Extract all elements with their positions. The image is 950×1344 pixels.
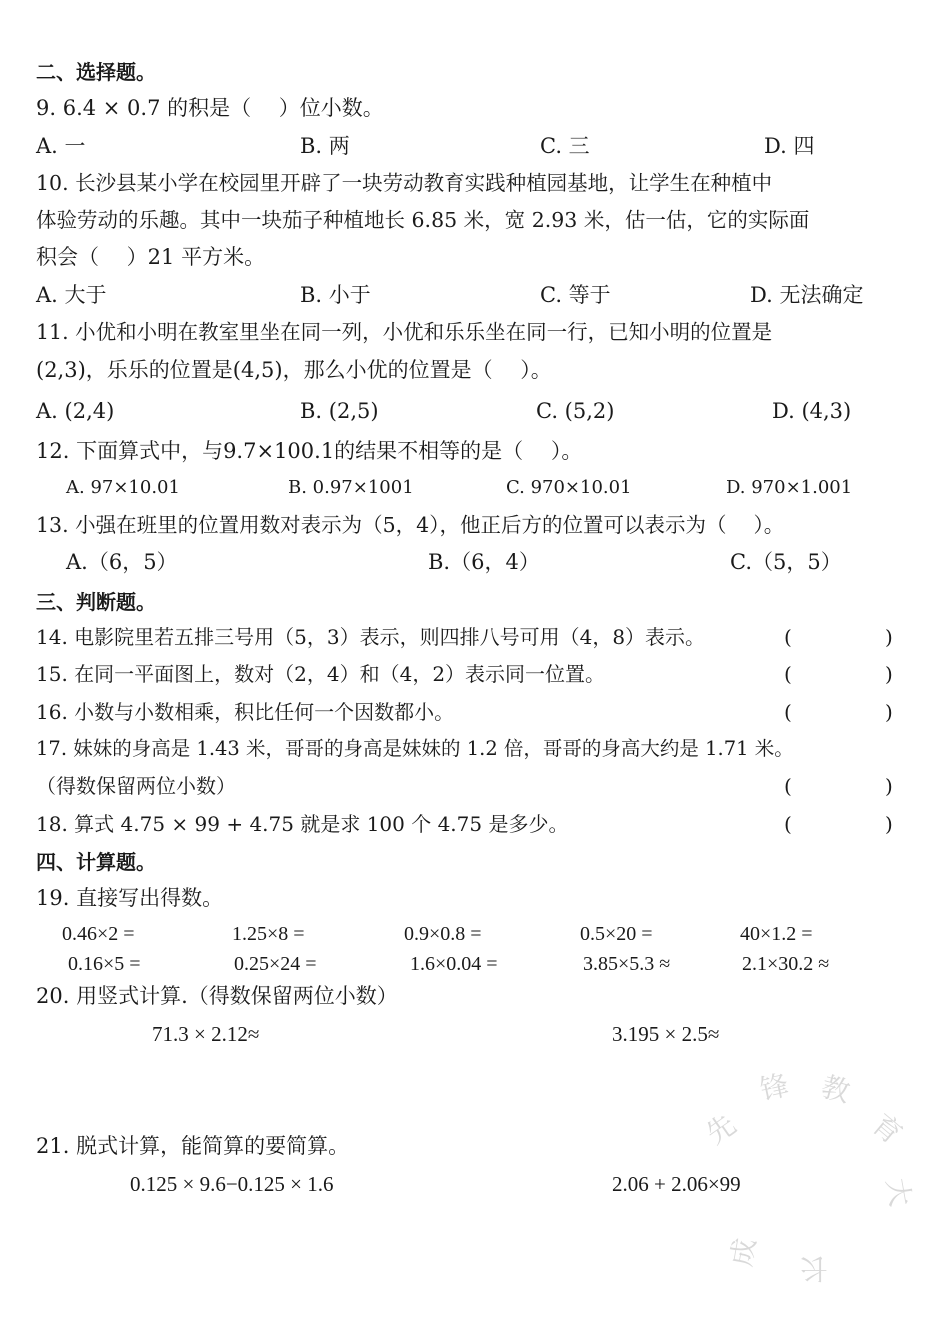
q21-expression-2: 2.06 + 2.06×99: [612, 1172, 741, 1196]
q19-item-9: 3.85×5.3 ≈: [583, 953, 671, 975]
q10-option-b: B. 小于: [300, 283, 371, 307]
question-18: 18. 算式 4.75 × 99 + 4.75 就是求 100 个 4.75 是多少。: [36, 812, 569, 836]
q11-option-d: D. (4,3): [772, 399, 852, 423]
question-11-line-2: (2,3)，乐乐的位置是(4,5)，那么小优的位置是（ ）。: [36, 358, 552, 382]
q12-option-c: C. 970×10.01: [506, 477, 632, 498]
question-10-line-2: 体验劳动的乐趣。其中一块茄子种植地长 6.85 米，宽 2.93 米，估一估，它的实际面: [36, 208, 810, 232]
q13-option-b: B.（6，4）: [428, 550, 540, 574]
q11-option-c: C. (5,2): [536, 399, 615, 423]
q19-item-1: 0.46×2 =: [62, 923, 135, 945]
q13-option-a: A.（6，5）: [66, 550, 178, 574]
q10-option-d: D. 无法确定: [750, 283, 864, 307]
worksheet-page: 二、选择题。 9. 6.4 × 0.7 的积是（ ）位小数。 A. 一 B. 两 C. 三 D. 四 10. 长沙县某小学在校园里开辟了一块劳动教育实践种植园基地，让学生在种植中 体验劳动的乐趣。其中一块茄子种植地长 6.85 米，宽 2.93 米，估一估，它的实际面 积会（ ）21 平方米。 A. 大于 B. 小于 C. 等于 D. 无法确定 11. 小优和小明在教室里坐在同一列，小优和乐乐坐在同一行，已知小明的位置是 (2,3)，乐乐的位置是(4,5)，那么小优的位置是（ ）。 A. (2,4) B. (2,5) C. (5,2) D. (4,3) 12. 下面算式中，与9.7×100.1的结果不相等的是（ ）。 A. 97×10.01 B. 0.97×1001 C. 970×10.01 D. 970×1.001 13. 小强在班里的位置用数对表示为（5，4），他正后方的位置可以表示为（ ）。 A.（6，5） B.（6，4） C.（5，5） 三、判断题。 14. 电影院里若五排三号用（5，3）表示，则四排八号可用（4，8）表示。 ( ) 15. 在同一平面图上，数对（2，4）和（4，2）表示同一位置。 ( ) 16. 小数与小数相乘，积比任何一个因数都小。 ( ) 17. 妹妹的身高是 1.43 米，哥哥的身高是妹妹的 1.2 倍，哥哥的身高大约是 1.71 米。 （得数保留两位小数） ( ) 18. 算式 4.75 × 99 + 4.75 就是求 100 个 4.75 是多少。 ( ) 四、计算题。 19. 直接写出得数。 0.46×2 = 1.25×8 = 0.9×0.8 = 0.5×20 = 40×1.2 = 0.16×5 = 0.25×24 = 1.6×0.04 = 3.85×5.3 ≈ 2.1×30.2 ≈ 20. 用竖式计算.（得数保留两位小数） 71.3 × 2.12≈ 3.195 × 2.5≈ 21. 脱式计算，能简算的要简算。 0.125 × 9.6−0.125 × 1.6 2.06 + 2.06×99 先 锋 教 育 大 成 长: [36, 60, 918, 1285]
q18-answer-close: ): [885, 812, 893, 836]
q19-item-7: 0.25×24 =: [234, 953, 317, 975]
q19-item-5: 40×1.2 =: [740, 923, 813, 945]
q20-expression-1: 71.3 × 2.12≈: [152, 1022, 260, 1046]
question-16: 16. 小数与小数相乘，积比任何一个因数都小。: [36, 700, 455, 724]
question-21-stem: 21. 脱式计算，能简算的要简算。: [36, 1134, 350, 1158]
q19-item-4: 0.5×20 =: [580, 923, 653, 945]
q19-item-6: 0.16×5 =: [68, 953, 141, 975]
q14-answer-open: (: [784, 625, 792, 649]
question-15: 15. 在同一平面图上，数对（2，4）和（4，2）表示同一位置。: [36, 662, 606, 686]
question-10-line-3: 积会（ ）21 平方米。: [36, 245, 266, 269]
q15-answer-open: (: [784, 662, 792, 686]
q15-answer-close: ): [885, 662, 893, 686]
section-title-judge: 三、判断题。: [36, 590, 156, 614]
question-14: 14. 电影院里若五排三号用（5，3）表示，则四排八号可用（4，8）表示。: [36, 625, 706, 649]
q13-option-c: C.（5，5）: [730, 550, 842, 574]
q9-option-b: B. 两: [300, 134, 350, 158]
q20-expression-2: 3.195 × 2.5≈: [612, 1022, 720, 1046]
q18-answer-open: (: [784, 812, 792, 836]
q19-item-10: 2.1×30.2 ≈: [742, 953, 830, 975]
question-17-line-1: 17. 妹妹的身高是 1.43 米，哥哥的身高是妹妹的 1.2 倍，哥哥的身高大约是 1.71 米。: [36, 737, 794, 760]
q12-option-d: D. 970×1.001: [726, 477, 853, 498]
q9-option-a: A. 一: [36, 134, 86, 158]
question-11-line-1: 11. 小优和小明在教室里坐在同一列，小优和乐乐坐在同一行，已知小明的位置是: [36, 320, 773, 344]
question-20-stem: 20. 用竖式计算.（得数保留两位小数）: [36, 984, 398, 1008]
question-9-stem: 9. 6.4 × 0.7 的积是（ ）位小数。: [36, 96, 384, 120]
q16-answer-close: ): [885, 700, 893, 724]
q9-option-d: D. 四: [764, 134, 815, 158]
q12-option-a: A. 97×10.01: [66, 477, 180, 498]
q12-option-b: B. 0.97×1001: [288, 477, 414, 498]
question-19-stem: 19. 直接写出得数。: [36, 886, 224, 910]
section-title-choice: 二、选择题。: [36, 60, 156, 84]
q19-item-2: 1.25×8 =: [232, 923, 305, 945]
q14-answer-close: ): [885, 625, 893, 649]
q10-option-a: A. 大于: [36, 283, 107, 307]
q17-answer-open: (: [784, 774, 792, 798]
q17-answer-close: ): [885, 774, 893, 798]
question-12-stem: 12. 下面算式中，与9.7×100.1的结果不相等的是（ ）。: [36, 439, 583, 463]
q11-option-b: B. (2,5): [300, 399, 379, 423]
question-10-line-1: 10. 长沙县某小学在校园里开辟了一块劳动教育实践种植园基地，让学生在种植中: [36, 171, 773, 195]
q10-option-c: C. 等于: [540, 283, 611, 307]
section-title-calc: 四、计算题。: [36, 850, 156, 874]
question-17-line-2: （得数保留两位小数）: [36, 774, 236, 798]
q11-option-a: A. (2,4): [36, 399, 115, 423]
q21-expression-1: 0.125 × 9.6−0.125 × 1.6: [130, 1172, 334, 1196]
q19-item-3: 0.9×0.8 =: [404, 923, 482, 945]
q16-answer-open: (: [784, 700, 792, 724]
q9-option-c: C. 三: [540, 134, 590, 158]
question-13-stem: 13. 小强在班里的位置用数对表示为（5，4），他正后方的位置可以表示为（ ）。: [36, 513, 785, 537]
q19-item-8: 1.6×0.04 =: [410, 953, 498, 975]
